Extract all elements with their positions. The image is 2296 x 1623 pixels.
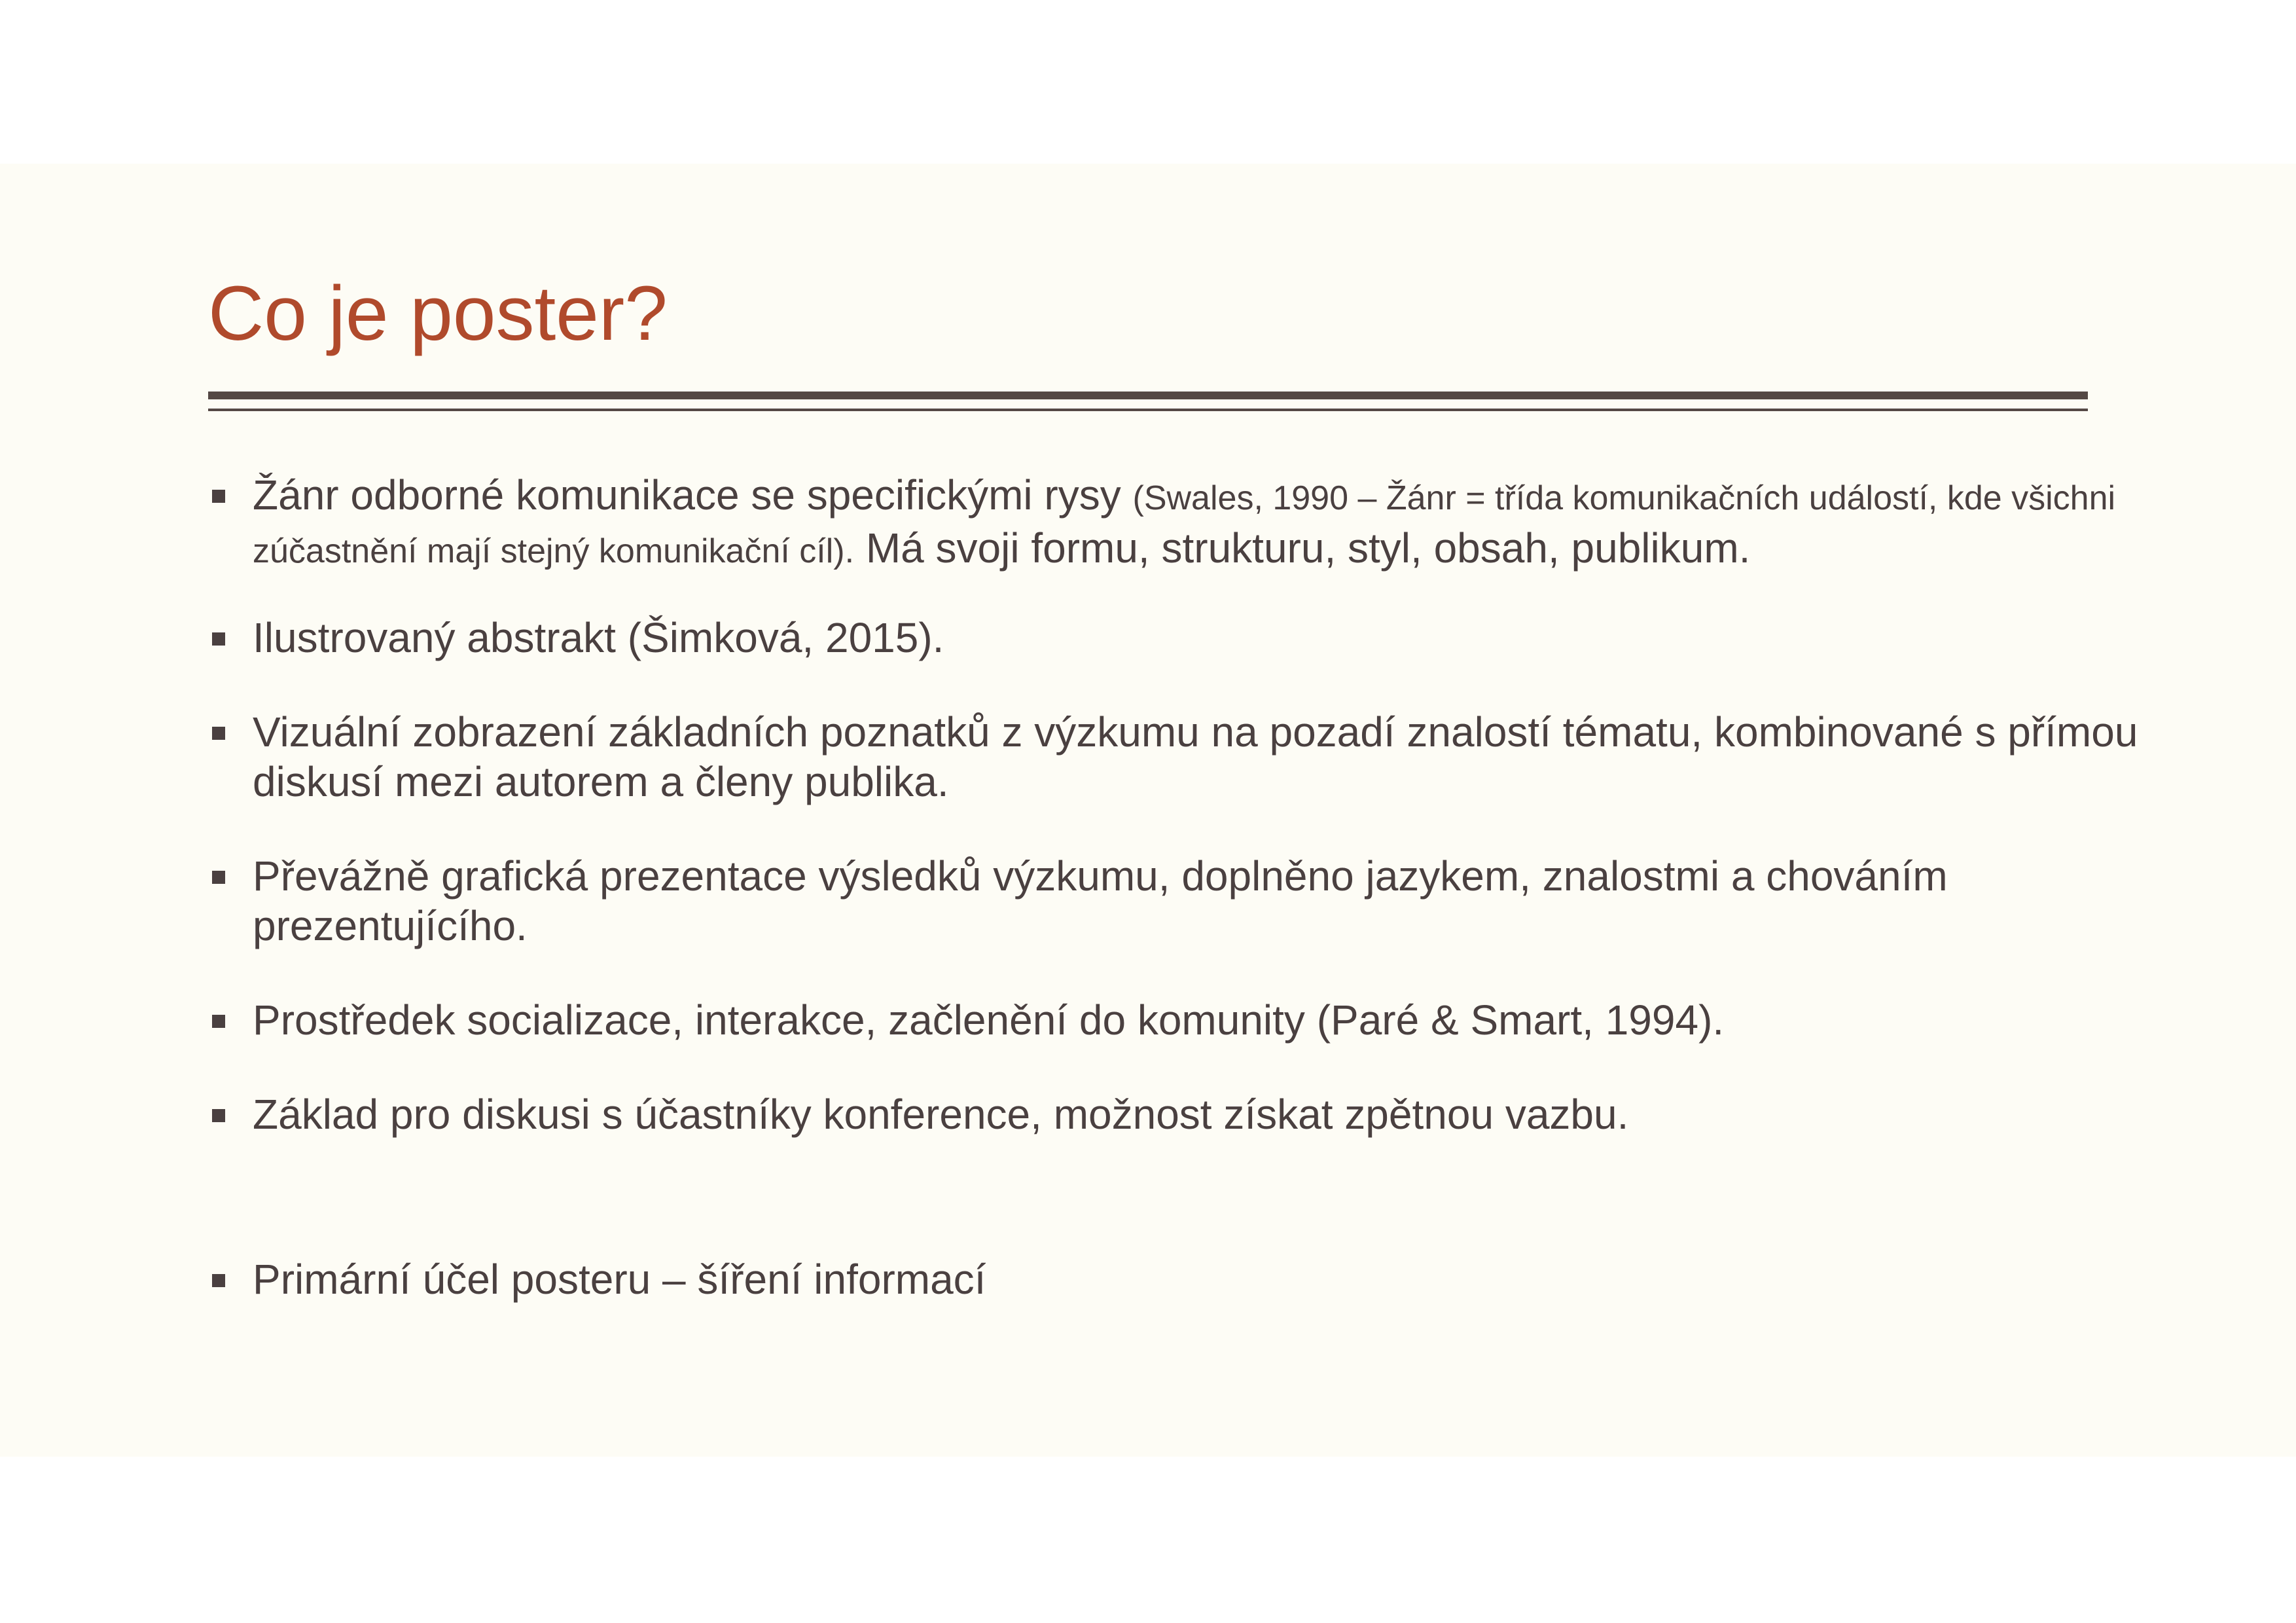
square-bullet-icon <box>212 1015 225 1028</box>
square-bullet-icon <box>212 871 225 884</box>
square-bullet-icon <box>212 632 225 646</box>
citation-text: (Swales, 1990 – Žánr = třída komunikačních událostí, kde všichni zúčastnění mají stejný komunikační cíl). <box>253 479 2116 570</box>
square-bullet-icon <box>212 490 225 503</box>
square-bullet-icon <box>212 1274 225 1287</box>
bullet-item <box>208 1254 2185 1304</box>
bullet-text: Základ pro diskusi s účastníky konference, možnost získat zpětnou vazbu. <box>253 1091 1629 1138</box>
square-bullet-icon <box>212 1109 225 1122</box>
bullet-item <box>208 995 2185 1045</box>
bullet-text: Žánr odborné komunikace se specifickými rysy <box>253 471 1121 519</box>
bullet-text: Vizuální zobrazení základních poznatků z výzkumu na pozadí znalostí tématu, kombinované s přímou diskusí mezi autorem a členy publika. <box>253 708 2138 805</box>
bullet-text: Ilustrovaný abstrakt (Šimková, 2015). <box>253 614 944 661</box>
bullet-text: Primární účel posteru – šíření informací <box>253 1256 986 1303</box>
bullet-text: Převážně grafická prezentace výsledků výzkumu, doplněno jazykem, znalostmi a chováním prezentujícího. <box>253 852 1948 949</box>
bullet-text-continued: Má svoji formu, strukturu, styl, obsah, publikum. <box>865 524 1751 572</box>
title-rule-thick <box>208 392 2088 399</box>
bullet-list <box>208 470 2185 1304</box>
bullet-item <box>208 613 2185 663</box>
bullet-item <box>208 707 2185 807</box>
bullet-item <box>208 1089 2185 1139</box>
square-bullet-icon <box>212 727 225 740</box>
slide-title: Co je poster? <box>208 270 668 357</box>
bullet-item <box>208 470 2185 576</box>
bullet-text: Prostředek socializace, interakce, začlenění do komunity (Paré & Smart, 1994). <box>253 996 1725 1044</box>
title-rule-thin <box>208 409 2088 411</box>
bullet-item <box>208 851 2185 951</box>
